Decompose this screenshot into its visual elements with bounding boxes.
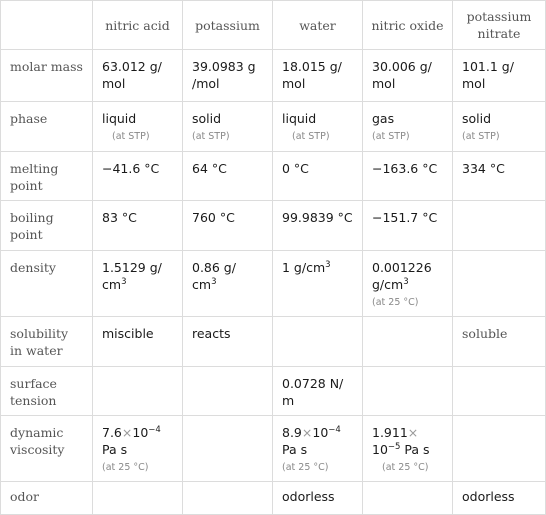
row-label: dynamic viscosity xyxy=(1,416,93,482)
table-cell xyxy=(183,102,273,152)
cell-value: solid xyxy=(192,111,222,126)
table-cell: soluble xyxy=(453,317,546,367)
table-cell xyxy=(93,102,183,152)
row-label: boiling point xyxy=(1,201,93,251)
table-cell: 0.001226 $g/cm^3$ (at 25 °C) xyxy=(363,251,453,317)
table-cell: 99.9839 °C xyxy=(273,201,363,251)
table-cell: −41.6 °C xyxy=(93,152,183,201)
col-header-potassium-nitrate: potassium nitrate xyxy=(453,1,546,50)
row-dynamic-viscosity xyxy=(1,416,546,482)
col-header-potassium: potassium xyxy=(183,1,273,50)
row-melting-point xyxy=(1,152,546,201)
table-cell: 1.911× $10^{-5}$ Pa s (at 25 °C) xyxy=(363,416,453,482)
cell-value: liquid xyxy=(282,111,317,126)
table-cell xyxy=(363,367,453,416)
table-cell: 83 °C xyxy=(93,201,183,251)
table-cell: 1.5129 g/ $cm^3$ xyxy=(93,251,183,317)
condition-note: (at 25 °C) xyxy=(282,462,329,473)
table-cell: odorless xyxy=(453,482,546,515)
table-cell xyxy=(363,317,453,367)
table-cell: 18.015 g/ mol xyxy=(273,50,363,102)
row-molar-mass xyxy=(1,50,546,102)
table-cell: 64 °C xyxy=(183,152,273,201)
table-cell xyxy=(183,367,273,416)
table-cell xyxy=(453,251,546,317)
table-cell: $8.9\times 10^{-4}$ Pa s (at 25 °C) xyxy=(273,416,363,482)
row-boiling-point xyxy=(1,201,546,251)
row-label: density xyxy=(1,251,93,317)
row-phase xyxy=(1,102,546,152)
table-cell xyxy=(363,102,453,152)
table-cell: 760 °C xyxy=(183,201,273,251)
col-header-water: water xyxy=(273,1,363,50)
table-cell: 0.86 g/ $cm^3$ xyxy=(183,251,273,317)
table-cell: −151.7 °C xyxy=(363,201,453,251)
condition-note: (at STP) xyxy=(462,131,500,142)
table-cell: $7.6\times 10^{-4}$ Pa s (at 25 °C) xyxy=(93,416,183,482)
cell-value: liquid xyxy=(102,111,137,126)
table-cell: miscible xyxy=(93,317,183,367)
table-cell: 334 °C xyxy=(453,152,546,201)
condition-note: (at 25 °C) xyxy=(382,462,429,473)
table-cell: reacts xyxy=(183,317,273,367)
table-cell: 0.0728 N/ m xyxy=(273,367,363,416)
table-cell: 1 $g/cm^3$ xyxy=(273,251,363,317)
row-label: surface tension xyxy=(1,367,93,416)
row-label: odor xyxy=(1,482,93,515)
row-odor xyxy=(1,482,546,515)
table-cell: 101.1 g/ mol xyxy=(453,50,546,102)
row-surface-tension xyxy=(1,367,546,416)
corner-cell xyxy=(1,1,93,50)
condition-note: (at STP) xyxy=(372,131,410,142)
table-cell xyxy=(273,102,363,152)
cell-value: solid xyxy=(462,111,492,126)
condition-note: (at STP) xyxy=(292,131,330,142)
row-solubility xyxy=(1,317,546,367)
row-label: melting point xyxy=(1,152,93,201)
table-cell: −163.6 °C xyxy=(363,152,453,201)
table-cell xyxy=(453,367,546,416)
col-header-nitric-oxide: nitric oxide xyxy=(363,1,453,50)
row-label: molar mass xyxy=(1,50,93,102)
row-label: solubility in water xyxy=(1,317,93,367)
cell-value: gas xyxy=(372,111,395,126)
table-cell xyxy=(93,367,183,416)
col-header-nitric-acid: nitric acid xyxy=(93,1,183,50)
table-cell xyxy=(363,482,453,515)
header-row xyxy=(1,1,546,50)
table-cell: odorless xyxy=(273,482,363,515)
table-cell xyxy=(183,482,273,515)
table-cell xyxy=(273,317,363,367)
table-cell xyxy=(183,416,273,482)
condition-note: (at STP) xyxy=(192,131,230,142)
table-cell xyxy=(453,201,546,251)
row-label: phase xyxy=(1,102,93,152)
table-cell: 39.0983 g /mol xyxy=(183,50,273,102)
table-cell xyxy=(93,482,183,515)
table-cell: 30.006 g/ mol xyxy=(363,50,453,102)
table-cell: 0 °C xyxy=(273,152,363,201)
condition-note: (at 25 °C) xyxy=(102,462,149,473)
table-cell: 63.012 g/ mol xyxy=(93,50,183,102)
table-cell xyxy=(453,416,546,482)
table-cell xyxy=(453,102,546,152)
condition-note: (at STP) xyxy=(112,131,150,142)
row-density xyxy=(1,251,546,317)
condition-note: (at 25 °C) xyxy=(372,297,419,308)
